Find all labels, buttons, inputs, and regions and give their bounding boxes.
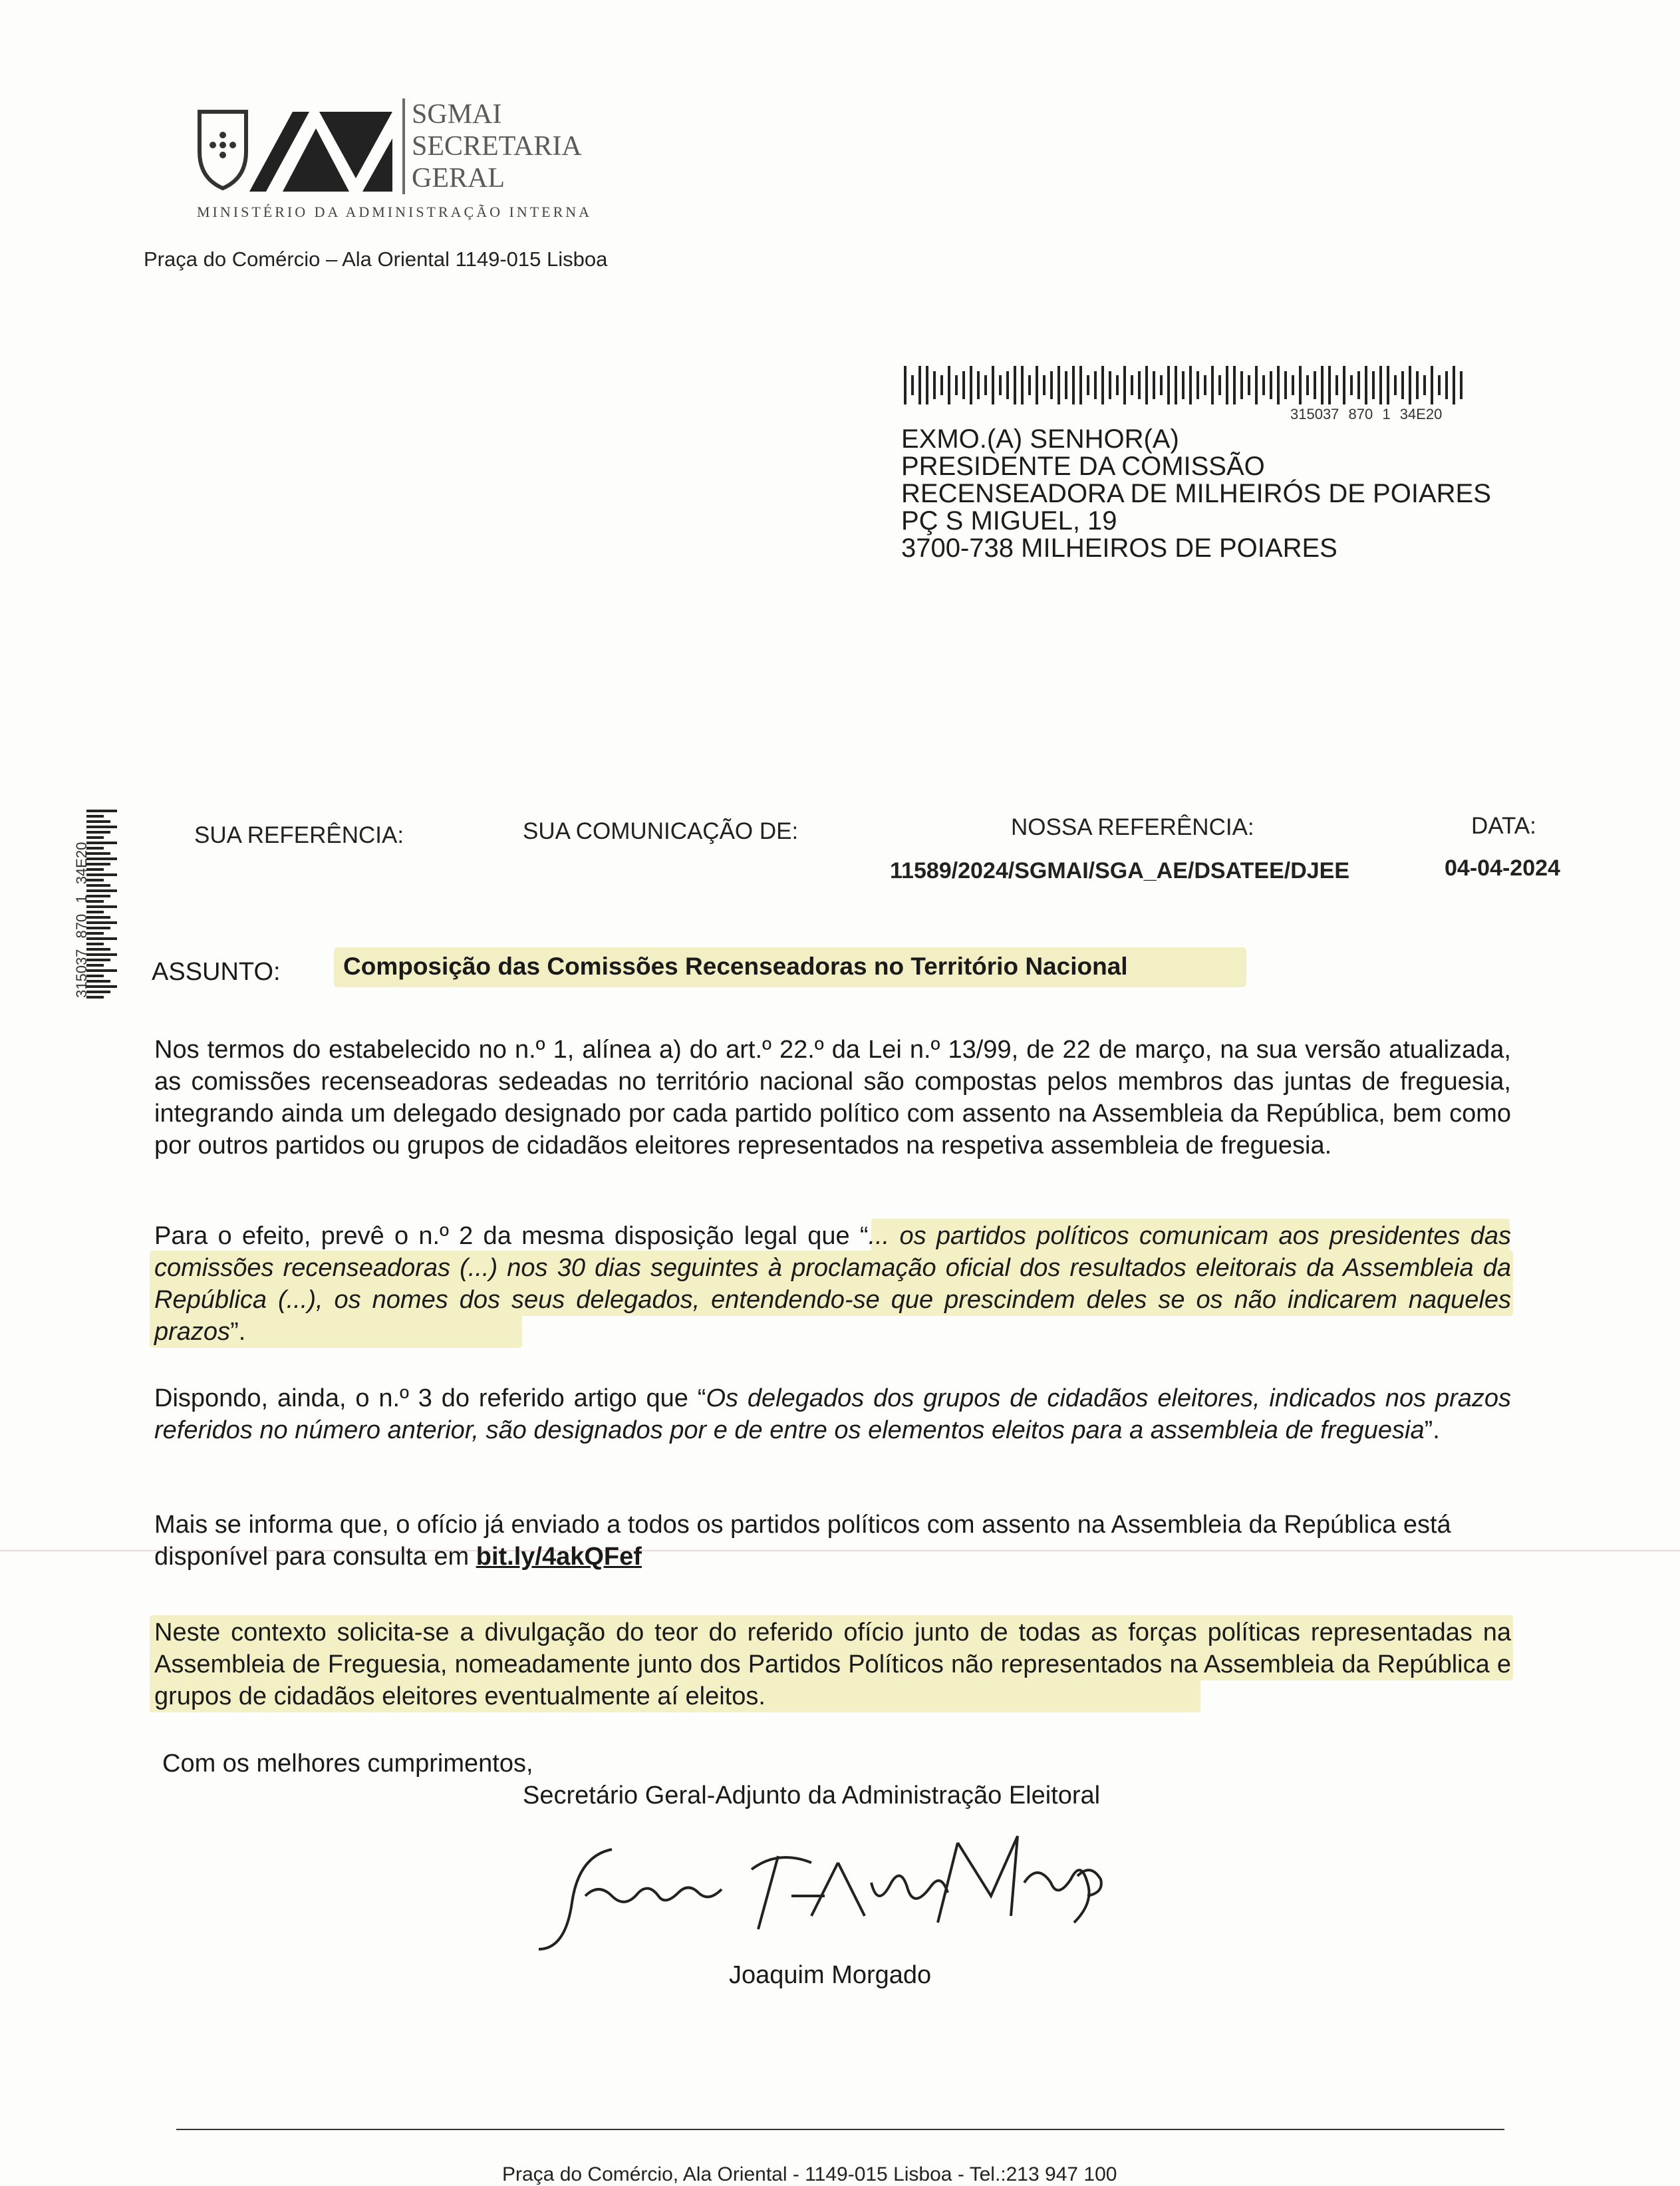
handwritten-signature: [532, 1816, 1117, 1962]
barcode-bar: [1021, 366, 1024, 404]
recipient-line: EXMO.(A) SENHOR(A): [901, 424, 1179, 454]
barcode-bar: [1087, 375, 1089, 395]
barcode-bar: [86, 826, 117, 828]
barcode-bar: [1453, 366, 1455, 404]
barcode-bar: [1226, 366, 1228, 404]
logo-line-3: GERAL: [412, 163, 505, 194]
barcode-bar: [86, 836, 104, 839]
barcode-bar: [1416, 371, 1419, 399]
paragraph-3: [154, 1382, 1511, 1446]
barcode-bar: [1079, 366, 1082, 404]
barcode-bar: [1277, 366, 1280, 404]
signer-name: Joaquim Morgado: [729, 1961, 932, 1989]
barcode-bar: [1057, 366, 1060, 404]
barcode-bar: [1460, 371, 1463, 399]
side-barcode-number: 315037 870 1 34E20: [73, 842, 90, 998]
barcode-bar: [86, 820, 110, 823]
barcode-bar: [1094, 371, 1097, 399]
logo-line-1: SGMAI: [412, 99, 502, 130]
footer-address: Praça do Comércio, Ala Oriental - 1149-015 Lisboa - Tel.:213 947 100: [502, 2163, 1117, 2185]
barcode-bar: [1153, 371, 1155, 399]
barcode-bar: [1394, 375, 1397, 395]
barcode-bar: [1145, 366, 1148, 404]
ministry-name: MINISTÉRIO DA ADMINISTRAÇÃO INTERNA: [197, 204, 593, 220]
barcode-bar: [1357, 371, 1360, 399]
recipient-address: [901, 426, 1491, 562]
logo-text: [402, 98, 582, 194]
barcode-bar: [1423, 375, 1426, 395]
barcode-bar: [984, 375, 987, 395]
barcode-bar: [1306, 375, 1309, 395]
paragraph-4: [154, 1509, 1511, 1573]
p2-quote: ... os partidos políticos comunicam aos presidentes das comissões recenseadoras (...) nos 30 dias seguintes à proclamação oficial dos resultados eleitorais da Assembleia da República (...), os nomes dos seus delegados, entendendo-se que prescindem deles se os não indicarem naqueles prazos: [154, 1222, 1511, 1346]
barcode-bar: [86, 858, 117, 860]
barcode-bar: [1189, 366, 1192, 404]
barcode-bar: [992, 366, 994, 404]
barcode-bar: [1204, 375, 1206, 395]
barcode-bar: [1328, 366, 1331, 404]
barcode-bar: [1218, 375, 1221, 395]
barcode-bar: [86, 842, 117, 844]
barcode-bar: [1379, 366, 1382, 404]
subject-text: Composição das Comissões Recenseadoras no Território Nacional: [343, 953, 1128, 980]
barcode-bar: [1314, 371, 1316, 399]
barcode-bar: [1248, 375, 1250, 395]
barcode-bar: [1050, 371, 1053, 399]
barcode-bar: [1167, 366, 1170, 404]
barcode-bar: [1350, 375, 1353, 395]
barcode-bar: [1182, 371, 1185, 399]
paragraph-1: Nos termos do estabelecido no n.º 1, alínea a) do art.º 22.º da Lei n.º 13/99, de 22 de março, na sua versão atualizada, as comissões recenseadoras sedeadas no território nacional são compostas pelos membros das juntas de freguesia, integrando ainda um delegado designado por cada partido político com assento na Assembleia da República, bem como por outros partidos ou grupos de cidadãos eleitores representados na respetiva assembleia de freguesia.: [154, 1036, 1511, 1160]
p3-intro: Dispondo, ainda, o n.º 3 do referido artigo que “: [154, 1384, 706, 1412]
recipient-line: PÇ S MIGUEL, 19: [901, 506, 1117, 536]
barcode-bar: [86, 873, 117, 876]
barcode-bar: [1372, 371, 1375, 399]
sua-referencia-label: SUA REFERÊNCIA:: [194, 822, 404, 848]
barcode-bar: [86, 810, 117, 812]
barcode-bar: [1270, 371, 1272, 399]
barcode-bar: [1160, 375, 1163, 395]
recipient-line: PRESIDENTE DA COMISSÃO: [901, 452, 1265, 481]
barcode-bar: [977, 371, 980, 399]
barcode-bar: [933, 371, 936, 399]
barcode-bar: [1409, 366, 1411, 404]
barcode-bar: [1343, 366, 1345, 404]
barcode-bar: [1321, 366, 1324, 404]
barcode-bar: [1072, 366, 1075, 404]
barcode-bar: [1233, 366, 1236, 404]
barcode-bar: [999, 375, 1002, 395]
p2-intro: Para o efeito, prevê o n.º 2 da mesma disposição legal que “: [154, 1222, 869, 1250]
barcode-bar: [1043, 375, 1046, 395]
barcode-bar: [970, 366, 972, 404]
barcode-bar: [86, 905, 117, 908]
barcode-bar: [86, 937, 117, 940]
barcode-bar: [86, 953, 117, 956]
barcode-bar: [962, 371, 965, 399]
barcode-bar: [1255, 366, 1258, 404]
p4-text: Mais se informa que, o ofício já enviado a todos os partidos políticos com assento na Assembleia da República está disponível para consulta em: [154, 1511, 1451, 1571]
barcode-bar: [1240, 371, 1243, 399]
sua-comunicacao-label: SUA COMUNICAÇÃO DE:: [523, 818, 799, 844]
data-value: 04-04-2024: [1445, 856, 1560, 881]
logo-line-2: SECRETARIA: [412, 131, 582, 162]
barcode-bar: [1292, 375, 1294, 395]
sgmai-logo: [193, 98, 406, 198]
paragraph-2: [154, 1220, 1511, 1348]
data-label: DATA:: [1471, 813, 1536, 839]
barcode-bar: [1387, 366, 1389, 404]
recipient-line: RECENSEADORA DE MILHEIRÓS DE POIARES: [901, 479, 1491, 508]
barcode-bar: [1101, 366, 1104, 404]
barcode-bar: [1211, 366, 1214, 404]
postal-barcode: [901, 365, 1473, 406]
barcode-bar: [1131, 375, 1133, 395]
barcode-bar: [1284, 371, 1287, 399]
barcode-bar: [86, 831, 110, 834]
barcode-bar: [904, 366, 907, 404]
barcode-bar: [1262, 375, 1265, 395]
barcode-bar: [1006, 371, 1009, 399]
recipient-line: 3700-738 MILHEIROS DE POIARES: [901, 534, 1337, 563]
barcode-bar: [86, 921, 117, 924]
sender-address: Praça do Comércio – Ala Oriental 1149-015 Lisboa: [144, 247, 608, 271]
p3-end: ”.: [1424, 1416, 1440, 1444]
barcode-bar: [955, 375, 958, 395]
subject-label: ASSUNTO:: [152, 958, 281, 986]
barcode-bar: [86, 969, 117, 972]
barcode-bar: [940, 375, 943, 395]
barcode-bar: [1299, 366, 1302, 404]
barcode-number: 315037 870 1 34E20: [1290, 406, 1443, 422]
barcode-bar: [1036, 366, 1038, 404]
p3-quote: Os delegados dos grupos de cidadãos eleitores, indicados nos prazos referidos no número anterior, são designados por e de entre os elementos eleitos para a assembleia de freguesia: [154, 1384, 1511, 1444]
barcode-bar: [911, 375, 914, 395]
barcode-bar: [1401, 371, 1404, 399]
barcode-bar: [1138, 371, 1141, 399]
barcode-bar: [1014, 366, 1016, 404]
barcode-bar: [926, 366, 928, 404]
barcode-bar: [86, 889, 117, 892]
barcode-bar: [1028, 375, 1031, 395]
barcode-bar: [1116, 375, 1119, 395]
barcode-bar: [1175, 366, 1177, 404]
consult-link[interactable]: bit.ly/4akQFef: [476, 1543, 642, 1571]
barcode-bar: [1335, 375, 1338, 395]
barcode-bar: [1438, 375, 1441, 395]
barcode-bar: [1123, 366, 1126, 404]
signer-role: Secretário Geral-Adjunto da Administração Eleitoral: [523, 1782, 1101, 1809]
barcode-bar: [918, 366, 921, 404]
p2-end: ”.: [230, 1318, 246, 1346]
nossa-referencia-label: NOSSA REFERÊNCIA:: [1011, 814, 1254, 840]
barcode-bar: [1196, 371, 1199, 399]
footer-divider: [176, 2129, 1504, 2130]
paragraph-5: Neste contexto solicita-se a divulgação do teor do referido ofício junto de todas as forças políticas representadas na Assembleia de Freguesia, nomeadamente junto dos Partidos Políticos não representados na Assembleia da República e grupos de cidadãos eleitores eventualmente aí eleitos.: [154, 1619, 1511, 1710]
barcode-bar: [1431, 366, 1433, 404]
barcode-bar: [948, 366, 950, 404]
barcode-bar: [1109, 371, 1111, 399]
nossa-referencia-value: 11589/2024/SGMAI/SGA_AE/DSATEE/DJEE: [890, 858, 1350, 883]
closing-greeting: Com os melhores cumprimentos,: [162, 1750, 533, 1778]
barcode-bar: [1365, 366, 1367, 404]
barcode-bar: [1445, 371, 1448, 399]
barcode-bar: [1065, 371, 1067, 399]
barcode-bar: [86, 815, 104, 818]
barcode-bar: [86, 985, 117, 988]
